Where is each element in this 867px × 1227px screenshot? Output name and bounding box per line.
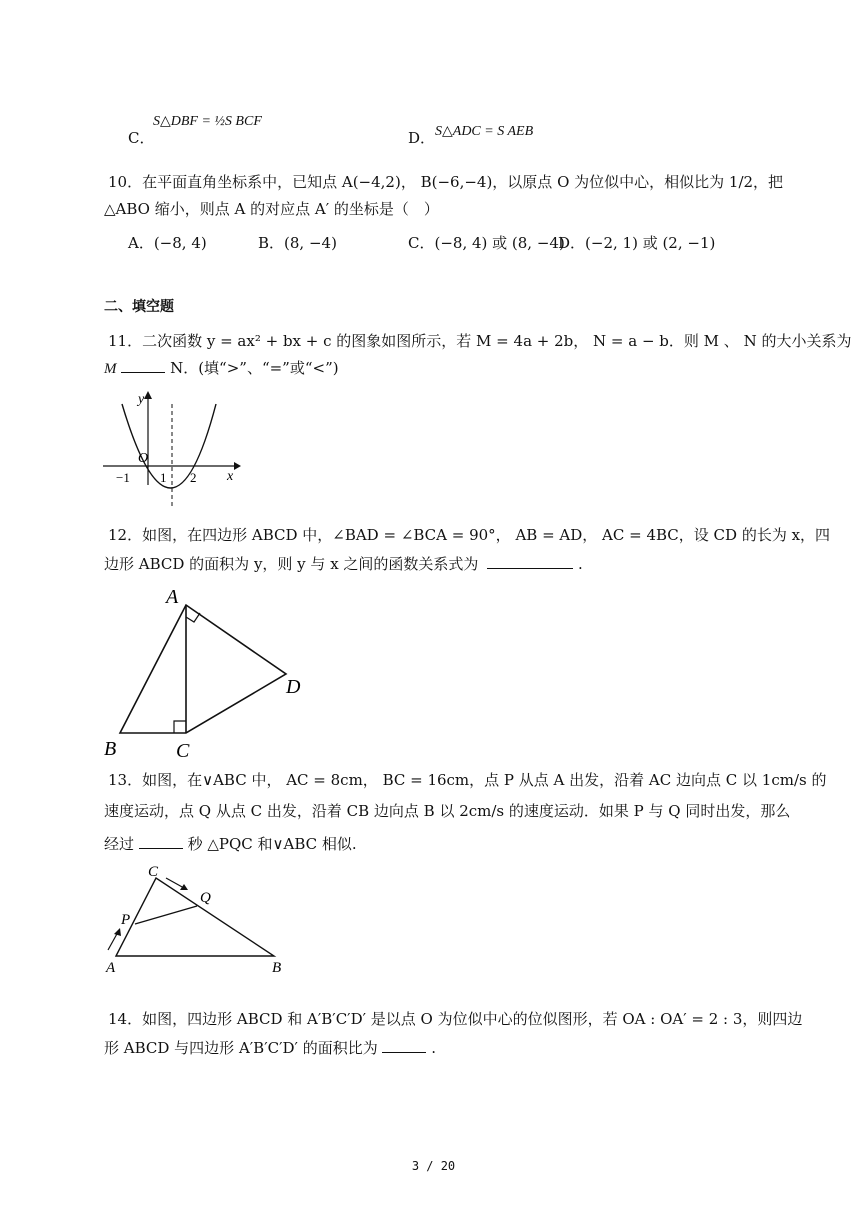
q12-label-a: A — [166, 586, 179, 608]
q13-line-2: 速度运动，点 Q 从点 C 出发，沿着 CB 边向点 B 以 2cm/s 的速度运动．如果 P 与 Q 同时出发，那么 — [104, 802, 791, 820]
q13-line-1: 13．如图，在∨ABC 中， AC = 8cm， BC = 16cm，点 P 从点 A 出发，沿着 AC 边向点 C 以 1cm/s 的 — [108, 771, 827, 789]
q9-option-c-label: C． — [128, 129, 155, 147]
q12-line-2-end: . — [578, 555, 583, 573]
q13-answer-blank[interactable] — [139, 834, 183, 849]
q11-parabola-figure — [100, 390, 240, 490]
q13-arrowhead-p-icon — [114, 928, 121, 936]
q11-y-arrow-icon — [144, 391, 152, 399]
q12-line-2-text: 边形 ABCD 的面积为 y，则 y 与 x 之间的函数关系式为 — [104, 555, 479, 573]
q13-line-3-rest: 秒 △PQC 和∨ABC 相似. — [187, 835, 357, 853]
q12-answer-blank[interactable] — [487, 554, 573, 569]
q12-label-c: C — [176, 740, 190, 762]
q11-origin-label: O — [138, 451, 149, 466]
q12-right-angle-a — [186, 613, 200, 622]
q13-line-3-start: 经过 — [104, 835, 135, 853]
q14-line-2 — [104, 1038, 436, 1058]
q12-quadrilateral-outline — [120, 605, 286, 733]
q11-x-arrow-icon — [234, 462, 241, 470]
q13-label-a: A — [106, 960, 116, 976]
q10-option-b: B．(8, −4) — [258, 234, 337, 252]
q13-segment-pq — [135, 906, 197, 924]
q11-line-2-rest: N．(填“>”、“=”或“<”) — [170, 359, 339, 377]
q11-tick-minus-one: −1 — [116, 470, 130, 485]
q9-option-d-label: D． — [408, 129, 436, 147]
q12-quadrilateral-figure — [100, 583, 330, 763]
q11-tick-one: 1 — [160, 470, 167, 485]
q10-line-1: 10．在平面直角坐标系中，已知点 A(−4,2)， B(−6,−4)，以原点 O 为位似中心，相似比为 1/2，把 — [108, 173, 784, 191]
q11-line-2 — [104, 358, 339, 379]
q11-line-1: 11．二次函数 y = ax² + bx + c 的图象如图所示，若 M = 4a + 2b， N = a − b．则 M 、 N 的大小关系为 — [108, 332, 852, 350]
q11-tick-two: 2 — [190, 470, 197, 485]
q13-triangle-outline — [116, 878, 274, 956]
q11-m-symbol: M — [104, 361, 117, 377]
q13-label-p: P — [121, 912, 131, 928]
section-title-fill-blank: 二、填空题 — [104, 299, 174, 315]
q12-label-b: B — [104, 738, 117, 760]
q12-line-2 — [104, 554, 583, 574]
q12-right-angle-c — [174, 721, 186, 733]
q13-line-3 — [104, 834, 357, 854]
q10-line-2: △ABO 缩小，则点 A 的对应点 A′ 的坐标是（ ） — [104, 200, 439, 218]
q9-option-c-expression: S△DBF = ½S BCF — [153, 114, 262, 129]
q12-line-1: 12．如图，在四边形 ABCD 中，∠BAD = ∠BCA = 90°， AB = AD， AC = 4BC，设 CD 的长为 x，四 — [108, 526, 831, 544]
q11-parabola-curve — [122, 404, 216, 488]
q9-option-d-expression: S△ADC = S AEB — [435, 124, 534, 139]
q13-triangle-figure — [100, 860, 300, 975]
q10-option-c: C．(−8, 4) 或 (8, −4) — [408, 234, 565, 252]
q14-answer-blank[interactable] — [382, 1038, 426, 1053]
q14-line-2-end: . — [431, 1039, 437, 1057]
q11-answer-blank[interactable] — [121, 358, 165, 373]
q13-label-q: Q — [200, 890, 211, 906]
q14-line-1: 14．如图，四边形 ABCD 和 A′B′C′D′ 是以点 O 为位似中心的位似图形，若 OA : OA′ = 2 : 3，则四边 — [108, 1010, 803, 1028]
q11-x-label: x — [227, 469, 234, 484]
q10-option-a: A．(−8, 4) — [128, 234, 207, 252]
q14-line-2-text: 形 ABCD 与四边形 A′B′C′D′ 的面积比为 — [104, 1039, 378, 1057]
q10-option-d: D．(−2, 1) 或 (2, −1) — [558, 234, 716, 252]
q13-label-c: C — [148, 864, 159, 880]
q12-label-d: D — [286, 676, 301, 698]
q11-y-label: y — [138, 392, 145, 407]
page-number: 3 / 20 — [411, 1159, 456, 1173]
q13-label-b: B — [272, 960, 282, 976]
